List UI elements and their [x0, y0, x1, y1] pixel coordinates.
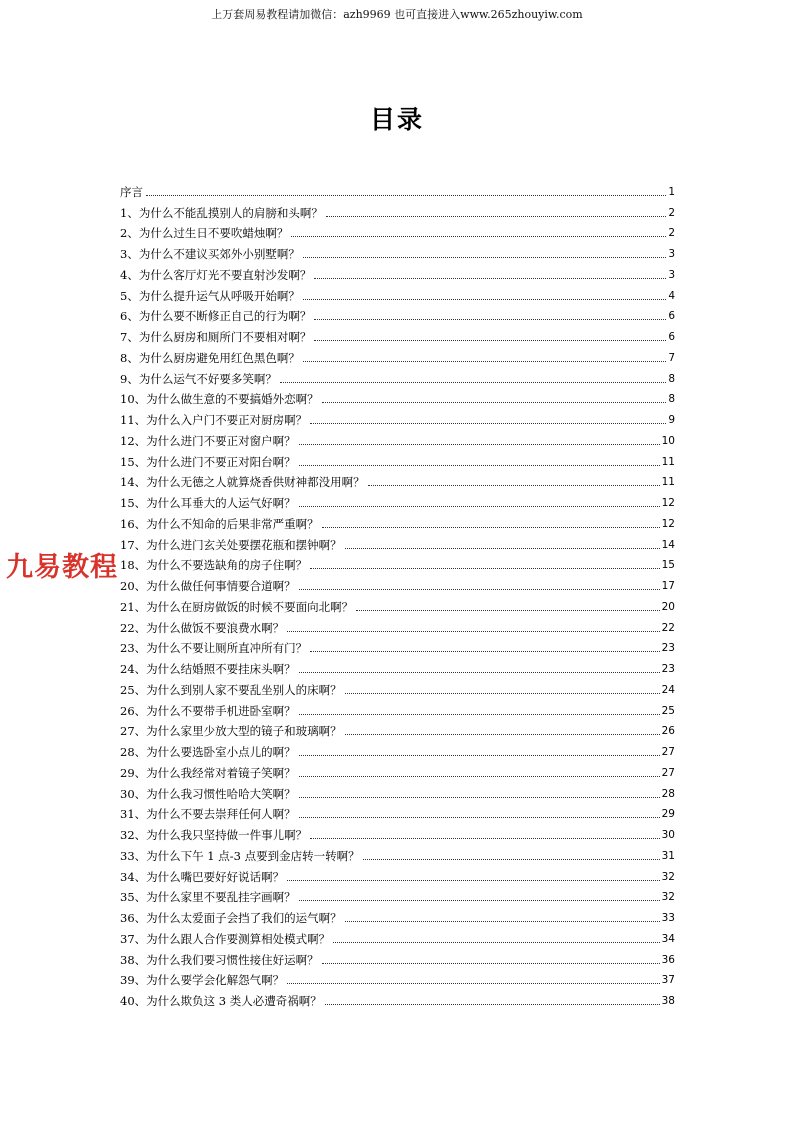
toc-item[interactable]: [120, 926, 675, 947]
toc-page-number[interactable]: 28: [661, 787, 675, 800]
toc-dot-leader: [299, 817, 660, 818]
toc-entry-text[interactable]: 8、为什么厨房避免用红色黑色啊？: [120, 350, 300, 365]
toc-dot-leader: [368, 485, 660, 486]
toc-dot-leader: [303, 299, 666, 300]
toc-dot-leader: [356, 610, 659, 611]
toc-entry-text[interactable]: 16、为什么不知命的后果非常严重啊？: [120, 516, 319, 531]
toc-entry-text[interactable]: 29、为什么我经常对着镜子笑啊？: [120, 765, 296, 780]
toc-item[interactable]: [120, 283, 675, 304]
toc-entry-text[interactable]: 20、为什么做任何事情要合道啊？: [120, 579, 296, 593]
toc-entry-text[interactable]: 12、为什么进门不要正对窗户啊？: [120, 433, 296, 448]
toc-item[interactable]: [120, 366, 675, 387]
toc-item[interactable]: [120, 511, 675, 532]
toc-item[interactable]: [120, 407, 675, 428]
toc-item[interactable]: [120, 594, 675, 615]
toc-page-number[interactable]: 29: [661, 808, 675, 821]
toc-entry-text[interactable]: 25、为什么到别人家不要乱坐别人的床啊？: [120, 682, 342, 697]
toc-item[interactable]: [120, 345, 675, 366]
toc-page-number[interactable]: 36: [661, 953, 675, 966]
toc-item[interactable]: [120, 988, 675, 1009]
toc-dot-leader: [299, 776, 660, 777]
toc-page-number[interactable]: 32: [661, 870, 675, 883]
toc-entry-text[interactable]: 38、为什么我们要习惯性接住好运啊？: [120, 952, 319, 967]
toc-item[interactable]: [120, 698, 675, 719]
toc-dot-leader: [291, 236, 666, 237]
toc-dot-leader: [287, 631, 659, 632]
toc-item[interactable]: [120, 781, 675, 802]
page-title: 目录: [369, 105, 424, 134]
toc-dot-leader: [325, 1004, 660, 1005]
toc-dot-leader: [345, 693, 660, 694]
toc-dot-leader: [310, 568, 659, 569]
toc-dot-leader: [345, 921, 660, 922]
toc-page-number[interactable]: 15: [661, 559, 675, 572]
toc-page-number[interactable]: 30: [661, 829, 675, 841]
toc-item[interactable]: [120, 387, 675, 408]
toc-entry-text[interactable]: 4、为什么客厅灯光不要直射沙发啊？: [120, 267, 312, 282]
toc-dot-leader: [310, 838, 659, 839]
toc-item[interactable]: [120, 843, 675, 864]
toc-page-number[interactable]: 2: [668, 227, 675, 240]
toc-page-number[interactable]: 27: [661, 746, 675, 758]
toc-item[interactable]: [120, 532, 675, 553]
toc-entry-text[interactable]: 21、为什么在厨房做饭的时候不要面向北啊？: [120, 599, 354, 614]
toc-dot-leader: [303, 361, 666, 362]
toc-dot-leader: [314, 278, 666, 279]
toc-dot-leader: [299, 755, 660, 756]
toc-entry-text[interactable]: 31、为什么不要去崇拜任何人啊？: [120, 807, 296, 822]
toc-dot-leader: [345, 548, 660, 549]
toc-page-number[interactable]: 9: [668, 414, 675, 426]
toc-entry-text[interactable]: 序言: [120, 184, 143, 199]
toc-dot-leader: [322, 963, 660, 964]
toc-item[interactable]: [120, 885, 675, 906]
toc-item[interactable]: [120, 200, 675, 221]
toc-dot-leader: [146, 195, 666, 196]
toc-item[interactable]: [120, 822, 675, 843]
toc-dot-leader: [345, 734, 660, 735]
toc-item[interactable]: [120, 947, 675, 968]
toc-dot-leader: [322, 402, 667, 403]
toc-dot-leader: [299, 444, 660, 445]
toc-entry-text[interactable]: 22、为什么做饭不要浪费水啊？: [120, 620, 285, 635]
toc-entry-text[interactable]: 24、为什么结婚照不要挂床头啊？: [120, 662, 296, 676]
toc-item[interactable]: [120, 449, 675, 470]
toc-item[interactable]: [120, 905, 675, 926]
toc-page-number[interactable]: 6: [668, 310, 675, 323]
toc-page-number[interactable]: 1: [668, 185, 675, 198]
toc-dot-leader: [314, 319, 666, 320]
toc-item[interactable]: [120, 573, 675, 594]
toc-item[interactable]: [120, 739, 675, 760]
toc-dot-leader: [299, 672, 660, 673]
toc-item[interactable]: [120, 428, 675, 449]
toc-page-number[interactable]: 23: [661, 642, 675, 655]
toc-dot-leader: [326, 216, 666, 217]
toc-dot-leader: [280, 382, 666, 383]
toc-entry-text[interactable]: 36、为什么太爱面子会挡了我们的运气啊？: [120, 911, 342, 925]
toc-entry-text[interactable]: 30、为什么我习惯性哈哈大笑啊？: [120, 786, 296, 801]
toc-item[interactable]: [120, 304, 675, 325]
toc-page-number[interactable]: 14: [661, 538, 675, 551]
toc-entry-text[interactable]: 6、为什么要不断修正自己的行为啊？: [120, 309, 312, 324]
toc-entry-text[interactable]: 11、为什么入户门不要正对厨房啊？: [120, 413, 308, 427]
toc-entry-text[interactable]: 14、为什么无德之人就算烧香供财神都没用啊？: [120, 475, 365, 490]
toc-entry-text[interactable]: 40、为什么欺负这 3 类人必遭奇祸啊？: [120, 994, 322, 1008]
toc-dot-leader: [310, 423, 666, 424]
toc-item[interactable]: [120, 719, 675, 740]
toc-item[interactable]: [120, 677, 675, 698]
toc-entry-text[interactable]: 23、为什么不要让厕所直冲所有门？: [120, 641, 308, 656]
toc-page-number[interactable]: 24: [661, 683, 675, 696]
toc-dot-leader: [299, 797, 660, 798]
toc-dot-leader: [310, 651, 659, 652]
toc-dot-leader: [299, 465, 660, 466]
toc-page-number[interactable]: 3: [668, 268, 675, 281]
toc-page-number[interactable]: 20: [661, 600, 675, 613]
toc-item[interactable]: [120, 262, 675, 283]
toc-item[interactable]: [120, 241, 675, 262]
toc-dot-leader: [299, 589, 660, 590]
toc-dot-leader: [363, 859, 660, 860]
toc-page-number[interactable]: 33: [661, 912, 675, 924]
toc-entry-text[interactable]: 27、为什么家里少放大型的镜子和玻璃啊？: [120, 724, 342, 739]
toc-dot-leader: [299, 900, 660, 901]
toc-dot-leader: [333, 942, 659, 943]
toc-item[interactable]: [120, 864, 675, 885]
toc-dot-leader: [299, 714, 660, 715]
toc-entry-text[interactable]: 35、为什么家里不要乱挂字画啊？: [120, 890, 296, 905]
toc-page-number[interactable]: 38: [661, 995, 675, 1007]
toc-dot-leader: [314, 340, 666, 341]
toc-item[interactable]: [120, 553, 675, 574]
table-of-contents: [120, 179, 675, 1009]
toc-page-number[interactable]: 23: [661, 663, 675, 675]
toc-page-number[interactable]: 6: [668, 331, 675, 343]
toc-page-number[interactable]: 32: [661, 891, 675, 904]
toc-entry-text[interactable]: 2、为什么过生日不要吹蜡烛啊？: [120, 226, 289, 241]
toc-page-number[interactable]: 2: [668, 206, 675, 219]
toc-page-number[interactable]: 4: [668, 289, 675, 302]
toc-page-number[interactable]: 3: [668, 248, 675, 260]
toc-page-number[interactable]: 11: [661, 476, 675, 489]
toc-entry-text[interactable]: 15、为什么耳垂大的人运气好啊？: [120, 496, 296, 510]
toc-entry-text[interactable]: 33、为什么下午 1 点-3 点要到金店转一转啊？: [120, 848, 360, 863]
toc-entry-text[interactable]: 39、为什么要学会化解怨气啊？: [120, 973, 285, 988]
toc-page-number[interactable]: 8: [668, 372, 675, 385]
toc-page-number[interactable]: 8: [668, 393, 675, 406]
toc-item[interactable]: [120, 490, 675, 511]
toc-dot-leader: [287, 983, 659, 984]
toc-entry-text[interactable]: 9、为什么运气不好要多笑啊？: [120, 371, 277, 386]
toc-item[interactable]: [120, 802, 675, 823]
toc-entry-text[interactable]: 26、为什么不要带手机进卧室啊？: [120, 703, 296, 718]
toc-item[interactable]: [120, 221, 675, 242]
toc-page-number[interactable]: 12: [661, 517, 675, 530]
toc-page-number[interactable]: 27: [661, 766, 675, 779]
toc-dot-leader: [299, 506, 660, 507]
watermark-logo: 九易教程: [6, 552, 118, 583]
toc-item[interactable]: [120, 179, 675, 200]
toc-dot-leader: [303, 257, 666, 258]
toc-page-number[interactable]: 10: [661, 434, 675, 447]
toc-page-number[interactable]: 11: [661, 455, 675, 468]
toc-dot-leader: [287, 880, 659, 881]
toc-page-number[interactable]: 7: [668, 351, 675, 364]
toc-item[interactable]: [120, 615, 675, 636]
toc-item[interactable]: [120, 968, 675, 989]
toc-page-number[interactable]: 34: [661, 932, 675, 945]
toc-entry-text[interactable]: 28、为什么要选卧室小点儿的啊？: [120, 745, 296, 759]
toc-item[interactable]: [120, 636, 675, 657]
toc-entry-text[interactable]: 15、为什么进门不要正对阳台啊？: [120, 454, 296, 469]
toc-page-number[interactable]: 22: [661, 621, 675, 634]
toc-entry-text[interactable]: 1、为什么不能乱摸别人的肩膀和头啊？: [120, 205, 323, 220]
toc-entry-text[interactable]: 10、为什么做生意的不要搞婚外恋啊？: [120, 392, 319, 407]
toc-page-number[interactable]: 17: [661, 580, 675, 592]
toc-page-number[interactable]: 31: [661, 849, 675, 862]
toc-page-number[interactable]: 37: [661, 974, 675, 987]
toc-item[interactable]: [120, 470, 675, 491]
header-note: 上万套周易教程请加微信：azh9969 也可直接进入www.265zhouyiw.com: [211, 8, 583, 21]
toc-entry-text[interactable]: 7、为什么厨房和厕所门不要相对啊？: [120, 330, 312, 344]
toc-entry-text[interactable]: 37、为什么跟人合作要测算相处模式啊？: [120, 931, 331, 946]
toc-entry-text[interactable]: 3、为什么不建议买郊外小别墅啊？: [120, 247, 300, 261]
toc-page-number[interactable]: 25: [661, 704, 675, 717]
toc-page-number[interactable]: 12: [661, 497, 675, 509]
toc-item[interactable]: [120, 656, 675, 677]
toc-entry-text[interactable]: 34、为什么嘴巴要好好说话啊？: [120, 869, 285, 884]
toc-page-number[interactable]: 26: [661, 725, 675, 738]
toc-item[interactable]: [120, 760, 675, 781]
toc-dot-leader: [322, 527, 660, 528]
toc-item[interactable]: [120, 324, 675, 345]
toc-entry-text[interactable]: 5、为什么提升运气从呼吸开始啊？: [120, 288, 300, 303]
toc-entry-text[interactable]: 17、为什么进门玄关处要摆花瓶和摆钟啊？: [120, 537, 342, 552]
toc-entry-text[interactable]: 32、为什么我只坚持做一件事儿啊？: [120, 828, 308, 842]
toc-entry-text[interactable]: 18、为什么不要选缺角的房子住啊？: [120, 558, 308, 573]
